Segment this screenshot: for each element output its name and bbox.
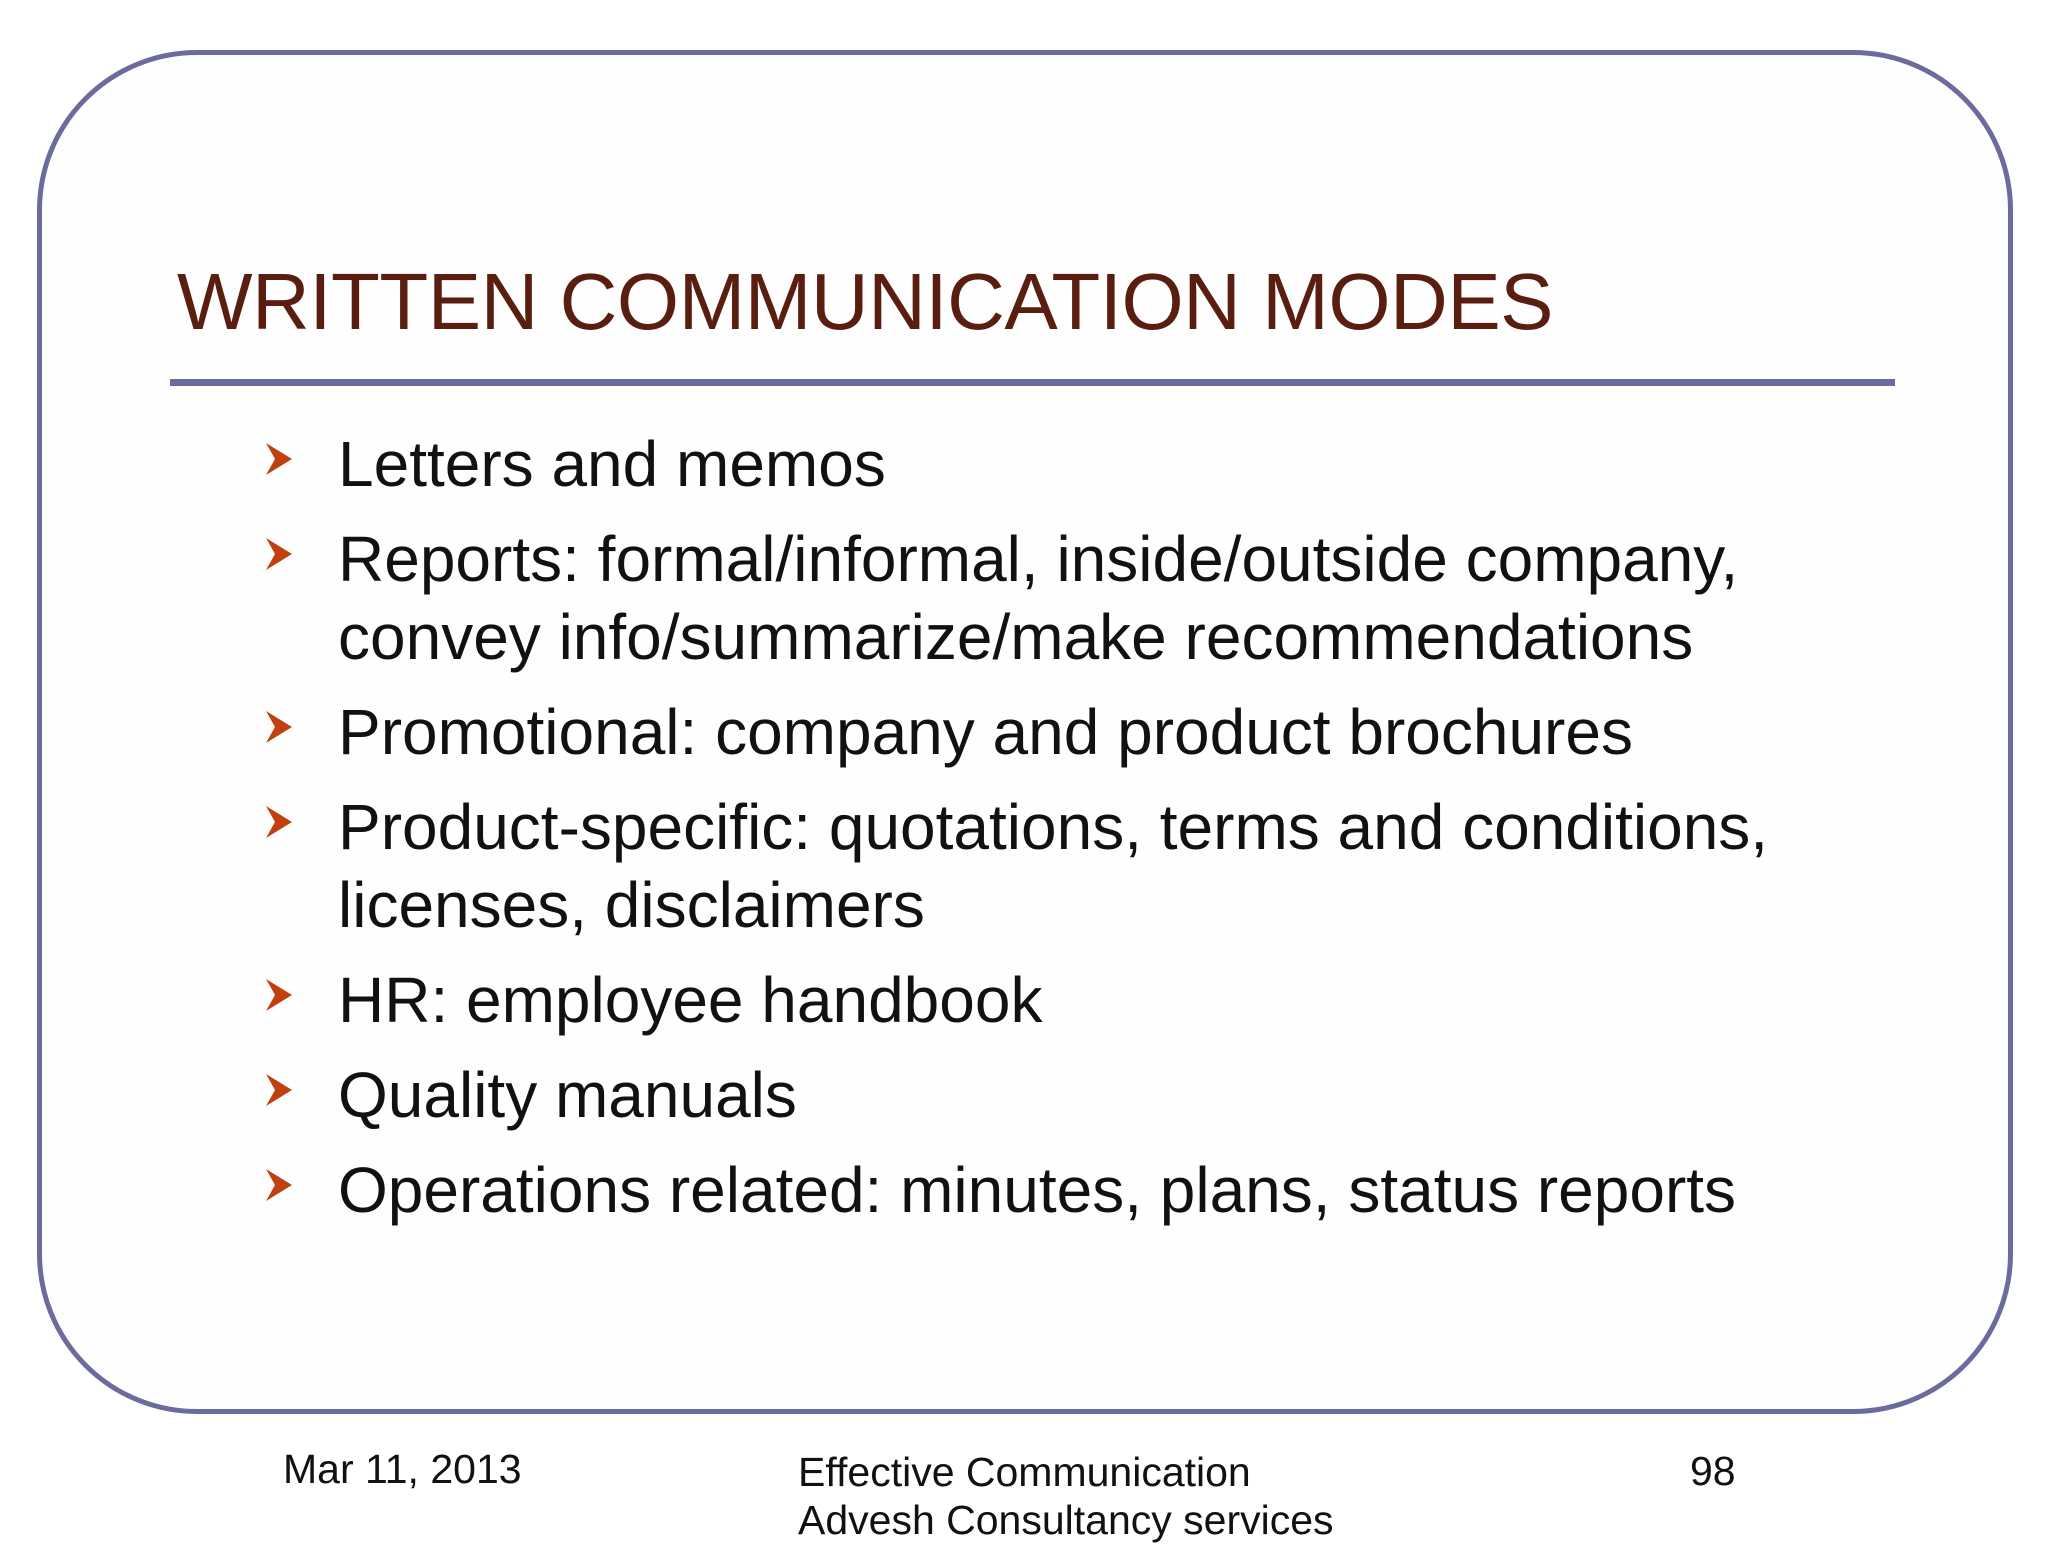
bullet-text: Promotional: company and product brochures: [338, 696, 1633, 768]
bullet-item: [262, 693, 1882, 771]
footer-date: Mar 11, 2013: [283, 1446, 522, 1492]
bullet-text: Operations related: minutes, plans, status reports: [338, 1154, 1737, 1226]
arrowhead-bullet-icon: [264, 439, 294, 479]
bullet-item: [262, 1056, 1882, 1134]
bullet-text: licenses, disclaimers: [338, 869, 925, 941]
arrowhead-bullet-icon: [264, 802, 294, 842]
page-number: 98: [1690, 1448, 1736, 1494]
bullet-text: HR: employee handbook: [338, 964, 1043, 1036]
arrowhead-bullet-icon: [264, 1165, 294, 1205]
bullet-item: [262, 788, 1882, 944]
arrowhead-bullet-icon: [264, 707, 294, 747]
bullet-item: [262, 1151, 1882, 1229]
bullet-item: [262, 520, 1882, 676]
bullet-text: convey info/summarize/make recommendations: [338, 601, 1694, 673]
arrowhead-bullet-icon: [264, 975, 294, 1015]
bullet-text: Product-specific: quotations, terms and conditions,: [338, 791, 1769, 863]
footer-title: [798, 1448, 1334, 1544]
slide-title: WRITTEN COMMUNICATION MODES: [177, 257, 1554, 346]
arrowhead-bullet-icon: [264, 1070, 294, 1110]
bullet-list: [262, 425, 1882, 1246]
bullet-item: [262, 961, 1882, 1039]
title-divider: [170, 379, 1895, 386]
bullet-text: Letters and memos: [338, 428, 886, 500]
bullet-item: [262, 425, 1882, 503]
arrowhead-bullet-icon: [264, 534, 294, 574]
bullet-text: Quality manuals: [338, 1059, 797, 1131]
footer-course-name: Effective Communication: [798, 1449, 1251, 1495]
footer-company-name: Advesh Consultancy services: [798, 1497, 1334, 1543]
bullet-text: Reports: formal/informal, inside/outside company,: [338, 523, 1739, 595]
